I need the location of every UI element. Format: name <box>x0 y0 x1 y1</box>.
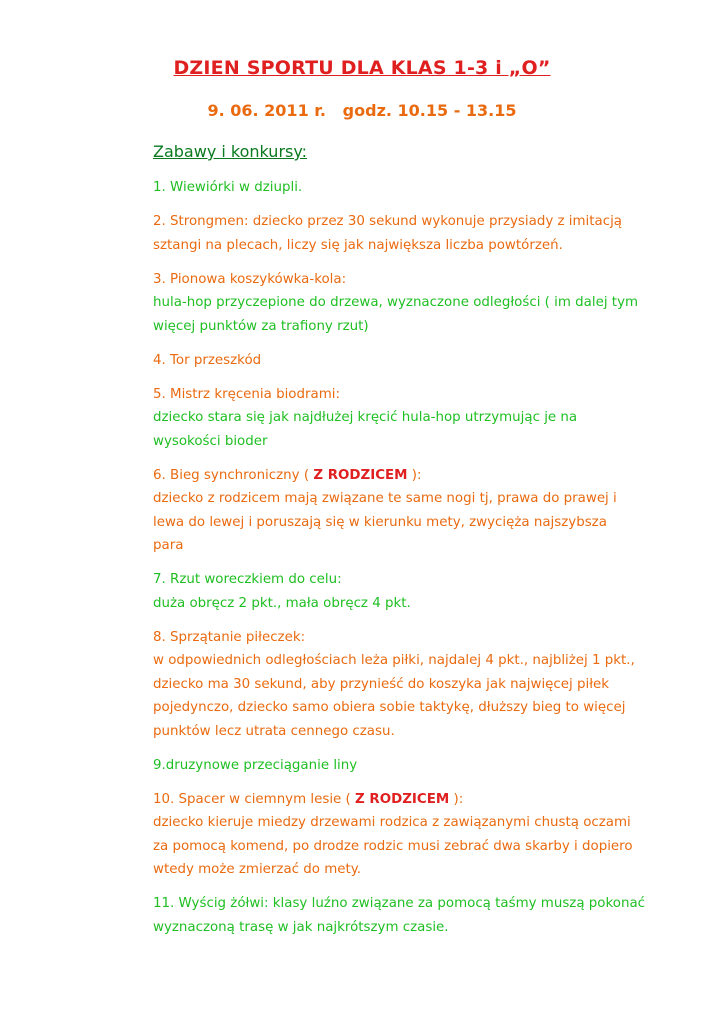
text-line <box>153 511 693 535</box>
text-segment: wtedy może zmierzać do mety. <box>153 862 362 877</box>
text-line <box>153 464 693 488</box>
text-segment: ): <box>449 791 464 807</box>
list-item <box>153 788 693 882</box>
list-item <box>153 568 693 615</box>
text-segment: dziecko stara się jak najdłużej kręcić hula-hop utrzymując je na <box>153 410 578 425</box>
text-line <box>153 720 693 744</box>
text-segment: 7. Rzut woreczkiem do celu: <box>153 572 342 587</box>
text-line <box>153 210 693 234</box>
text-line <box>153 268 693 292</box>
text-segment: 10. Spacer w ciemnym lesie ( <box>153 791 356 807</box>
text-line <box>153 383 693 407</box>
text-segment: lewa do lewej i poruszają się w kierunku mety, zwycięża najszybsza <box>153 514 607 530</box>
text-segment: dziecko z rodzicem mają związane te same nogi tj, prawa do prawej i <box>153 491 617 506</box>
text-line <box>153 534 693 558</box>
text-segment: 3. Pionowa koszykówka-kola: <box>153 271 347 287</box>
text-line <box>153 592 693 616</box>
text-line <box>153 916 693 940</box>
text-segment: wysokości bioder <box>153 433 268 449</box>
list-item <box>153 383 693 454</box>
list-item <box>153 754 693 778</box>
document-title: DZIEN SPORTU DLA KLAS 1-3 i „O” <box>173 57 551 79</box>
text-segment: 6. Bieg synchroniczny ( <box>153 467 314 483</box>
text-line <box>153 649 693 673</box>
text-segment: hula-hop przyczepione do drzewa, wyznaczone odległości ( im dalej tym <box>153 295 639 310</box>
highlight-text: Z RODZICEM <box>355 791 450 807</box>
text-segment: 11. Wyścig żółwi: klasy luźno związane za pomocą taśmy muszą pokonać <box>153 896 646 911</box>
text-segment: 8. Sprzątanie piłeczek: <box>153 629 306 645</box>
text-segment: za pomocą komend, po drodze rodzic musi zebrać dwa skarby i dopiero <box>153 838 633 854</box>
text-segment: dziecko ma 30 sekund, aby przynieść do koszyka jak najwięcej piłek <box>153 676 609 692</box>
text-line <box>153 291 693 315</box>
text-segment: para <box>153 538 184 553</box>
list-item <box>153 464 693 558</box>
text-line <box>153 176 693 200</box>
list-item <box>153 268 693 339</box>
list-item <box>153 210 693 257</box>
text-segment: pojedynczo, dziecko samo obiera sobie taktykę, dłuższy bieg to więcej <box>153 700 626 715</box>
text-line <box>153 754 693 778</box>
text-segment: więcej punktów za trafiony rzut) <box>153 318 369 334</box>
text-segment: dziecko kieruje miedzy drzewami rodzica z zawiązanymi chustą oczami <box>153 815 631 830</box>
text-line <box>153 234 693 258</box>
text-segment: wyznaczoną trasę w jak najkrótszym czasie. <box>153 919 449 935</box>
date-time-line: 9. 06. 2011 r. godz. 10.15 - 13.15 <box>207 101 517 120</box>
text-segment: w odpowiednich odległościach leża piłki, najdalej 4 pkt., najbliżej 1 pkt., <box>153 653 635 668</box>
text-segment: sztangi na plecach, liczy się jak największa liczba powtórzeń. <box>153 237 563 253</box>
text-line <box>153 858 693 882</box>
list-item <box>153 349 693 373</box>
text-segment: 9.druzynowe przeciąganie liny <box>153 757 358 773</box>
text-line <box>153 349 693 373</box>
highlight-text: Z RODZICEM <box>313 467 408 483</box>
text-line <box>153 487 693 511</box>
text-line <box>153 568 693 592</box>
text-line <box>153 788 693 812</box>
text-segment: 5. Mistrz kręcenia biodrami: <box>153 386 340 402</box>
text-segment: 1. Wiewiórki w dziupli. <box>153 180 303 195</box>
list-item <box>153 176 693 200</box>
text-segment: punktów lecz utrata cennego czasu. <box>153 723 395 739</box>
text-segment: ): <box>407 467 422 483</box>
text-line <box>153 315 693 339</box>
text-line <box>153 811 693 835</box>
text-line <box>153 430 693 454</box>
text-line <box>153 626 693 650</box>
text-line <box>153 835 693 859</box>
text-segment: duża obręcz 2 pkt., mała obręcz 4 pkt. <box>153 595 411 611</box>
list-item <box>153 626 693 744</box>
text-line <box>153 406 693 430</box>
text-segment: 2. Strongmen: dziecko przez 30 sekund wykonuje przysiady z imitacją <box>153 214 623 229</box>
text-line <box>153 673 693 697</box>
section-heading: Zabawy i konkursy: <box>153 142 308 161</box>
activity-list <box>153 176 693 950</box>
list-item <box>153 892 693 939</box>
text-line <box>153 696 693 720</box>
text-line <box>153 892 693 916</box>
text-segment: 4. Tor przeszkód <box>153 352 262 368</box>
